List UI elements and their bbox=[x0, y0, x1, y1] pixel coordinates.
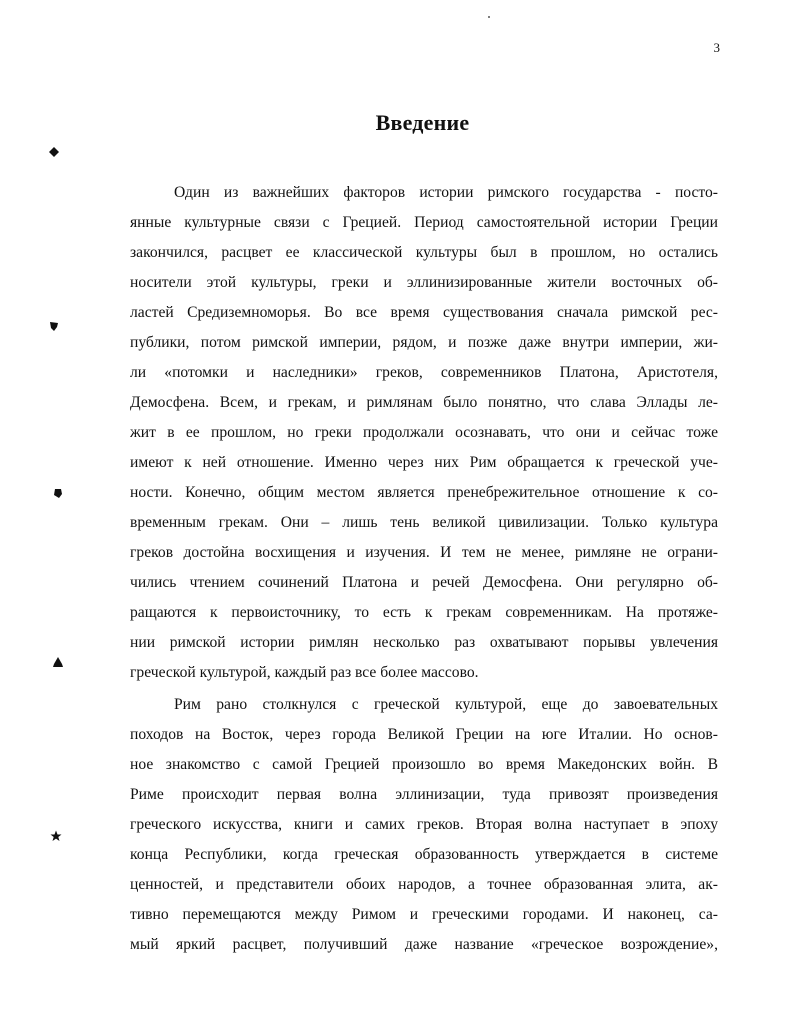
text-line: жит в ее прошлом, но греки продолжали осознавать, что они и сейчас тоже bbox=[130, 424, 718, 441]
binding-hole-mark bbox=[50, 830, 62, 842]
text-line: чились чтением сочинений Платона и речей Демосфена. Они регулярно об- bbox=[130, 574, 718, 591]
binding-hole-mark bbox=[48, 320, 60, 332]
text-line: Один из важнейших факторов истории римского государства - посто- bbox=[174, 184, 718, 201]
text-line: публики, потом римской империи, рядом, и позже даже внутри империи, жи- bbox=[130, 334, 718, 351]
text-line: янные культурные связи с Грецией. Период самостоятельной истории Греции bbox=[130, 214, 718, 231]
text-line: ращаются к первоисточнику, то есть к грекам современникам. На протяже- bbox=[130, 604, 718, 621]
section-heading: Введение bbox=[375, 110, 470, 135]
text-line: Риме происходит первая волна эллинизации, туда привозят произведения bbox=[130, 786, 718, 803]
text-line: тивно перемещаются между Римом и греческими городами. И наконец, са- bbox=[130, 906, 718, 923]
paragraph bbox=[130, 690, 718, 960]
text-line: греческой культурой, каждый раз все более массово. bbox=[130, 664, 479, 681]
text-line: временным грекам. Они – лишь тень великой цивилизации. Только культура bbox=[130, 514, 718, 531]
text-line: ластей Средиземноморья. Во все время существования сначала римской рес- bbox=[130, 304, 718, 321]
text-line: закончился, расцвет ее классической культуры был в прошлом, но остались bbox=[130, 244, 718, 261]
text-line: Демосфена. Всем, и грекам, и римлянам было понятно, что слава Эллады ле- bbox=[130, 394, 718, 411]
text-line: походов на Восток, через города Великой Греции на юге Италии. Но основ- bbox=[130, 726, 718, 743]
text-line: ное знакомство с самой Грецией произошло во время Македонских войн. В bbox=[130, 756, 718, 773]
text-line: конца Республики, когда греческая образованность утверждается в системе bbox=[130, 846, 718, 863]
text-line: носители этой культуры, греки и эллинизированные жители восточных об- bbox=[130, 274, 718, 291]
text-line: Рим рано столкнулся с греческой культурой, еще до завоевательных bbox=[174, 696, 718, 713]
paragraph bbox=[130, 178, 718, 688]
text-line: ценностей, и представители обоих народов, а точнее образованная элита, ак- bbox=[130, 876, 718, 893]
binding-hole-mark bbox=[48, 146, 60, 158]
scan-speck bbox=[488, 16, 490, 18]
text-line: греков достойна восхищения и изучения. И тем не менее, римляне не ограни- bbox=[130, 544, 718, 561]
body-text bbox=[130, 178, 718, 960]
text-line: нии римской истории римлян несколько раз охватывают порывы увлечения bbox=[130, 634, 718, 651]
page-number: 3 bbox=[713, 40, 720, 55]
text-line: ности. Конечно, общим местом является пренебрежительное отношение к со- bbox=[130, 484, 718, 501]
binding-hole-mark bbox=[52, 656, 64, 668]
text-line: имеют к ней отношение. Именно через них Рим обращается к греческой уче- bbox=[130, 454, 718, 471]
text-line: мый яркий расцвет, получивший даже название «греческое возрождение», bbox=[130, 936, 718, 953]
text-line: греческого искусства, книги и самих греков. Вторая волна наступает в эпоху bbox=[130, 816, 718, 833]
binding-hole-mark bbox=[52, 487, 64, 499]
text-line: ли «потомки и наследники» греков, современников Платона, Аристотеля, bbox=[130, 364, 718, 381]
